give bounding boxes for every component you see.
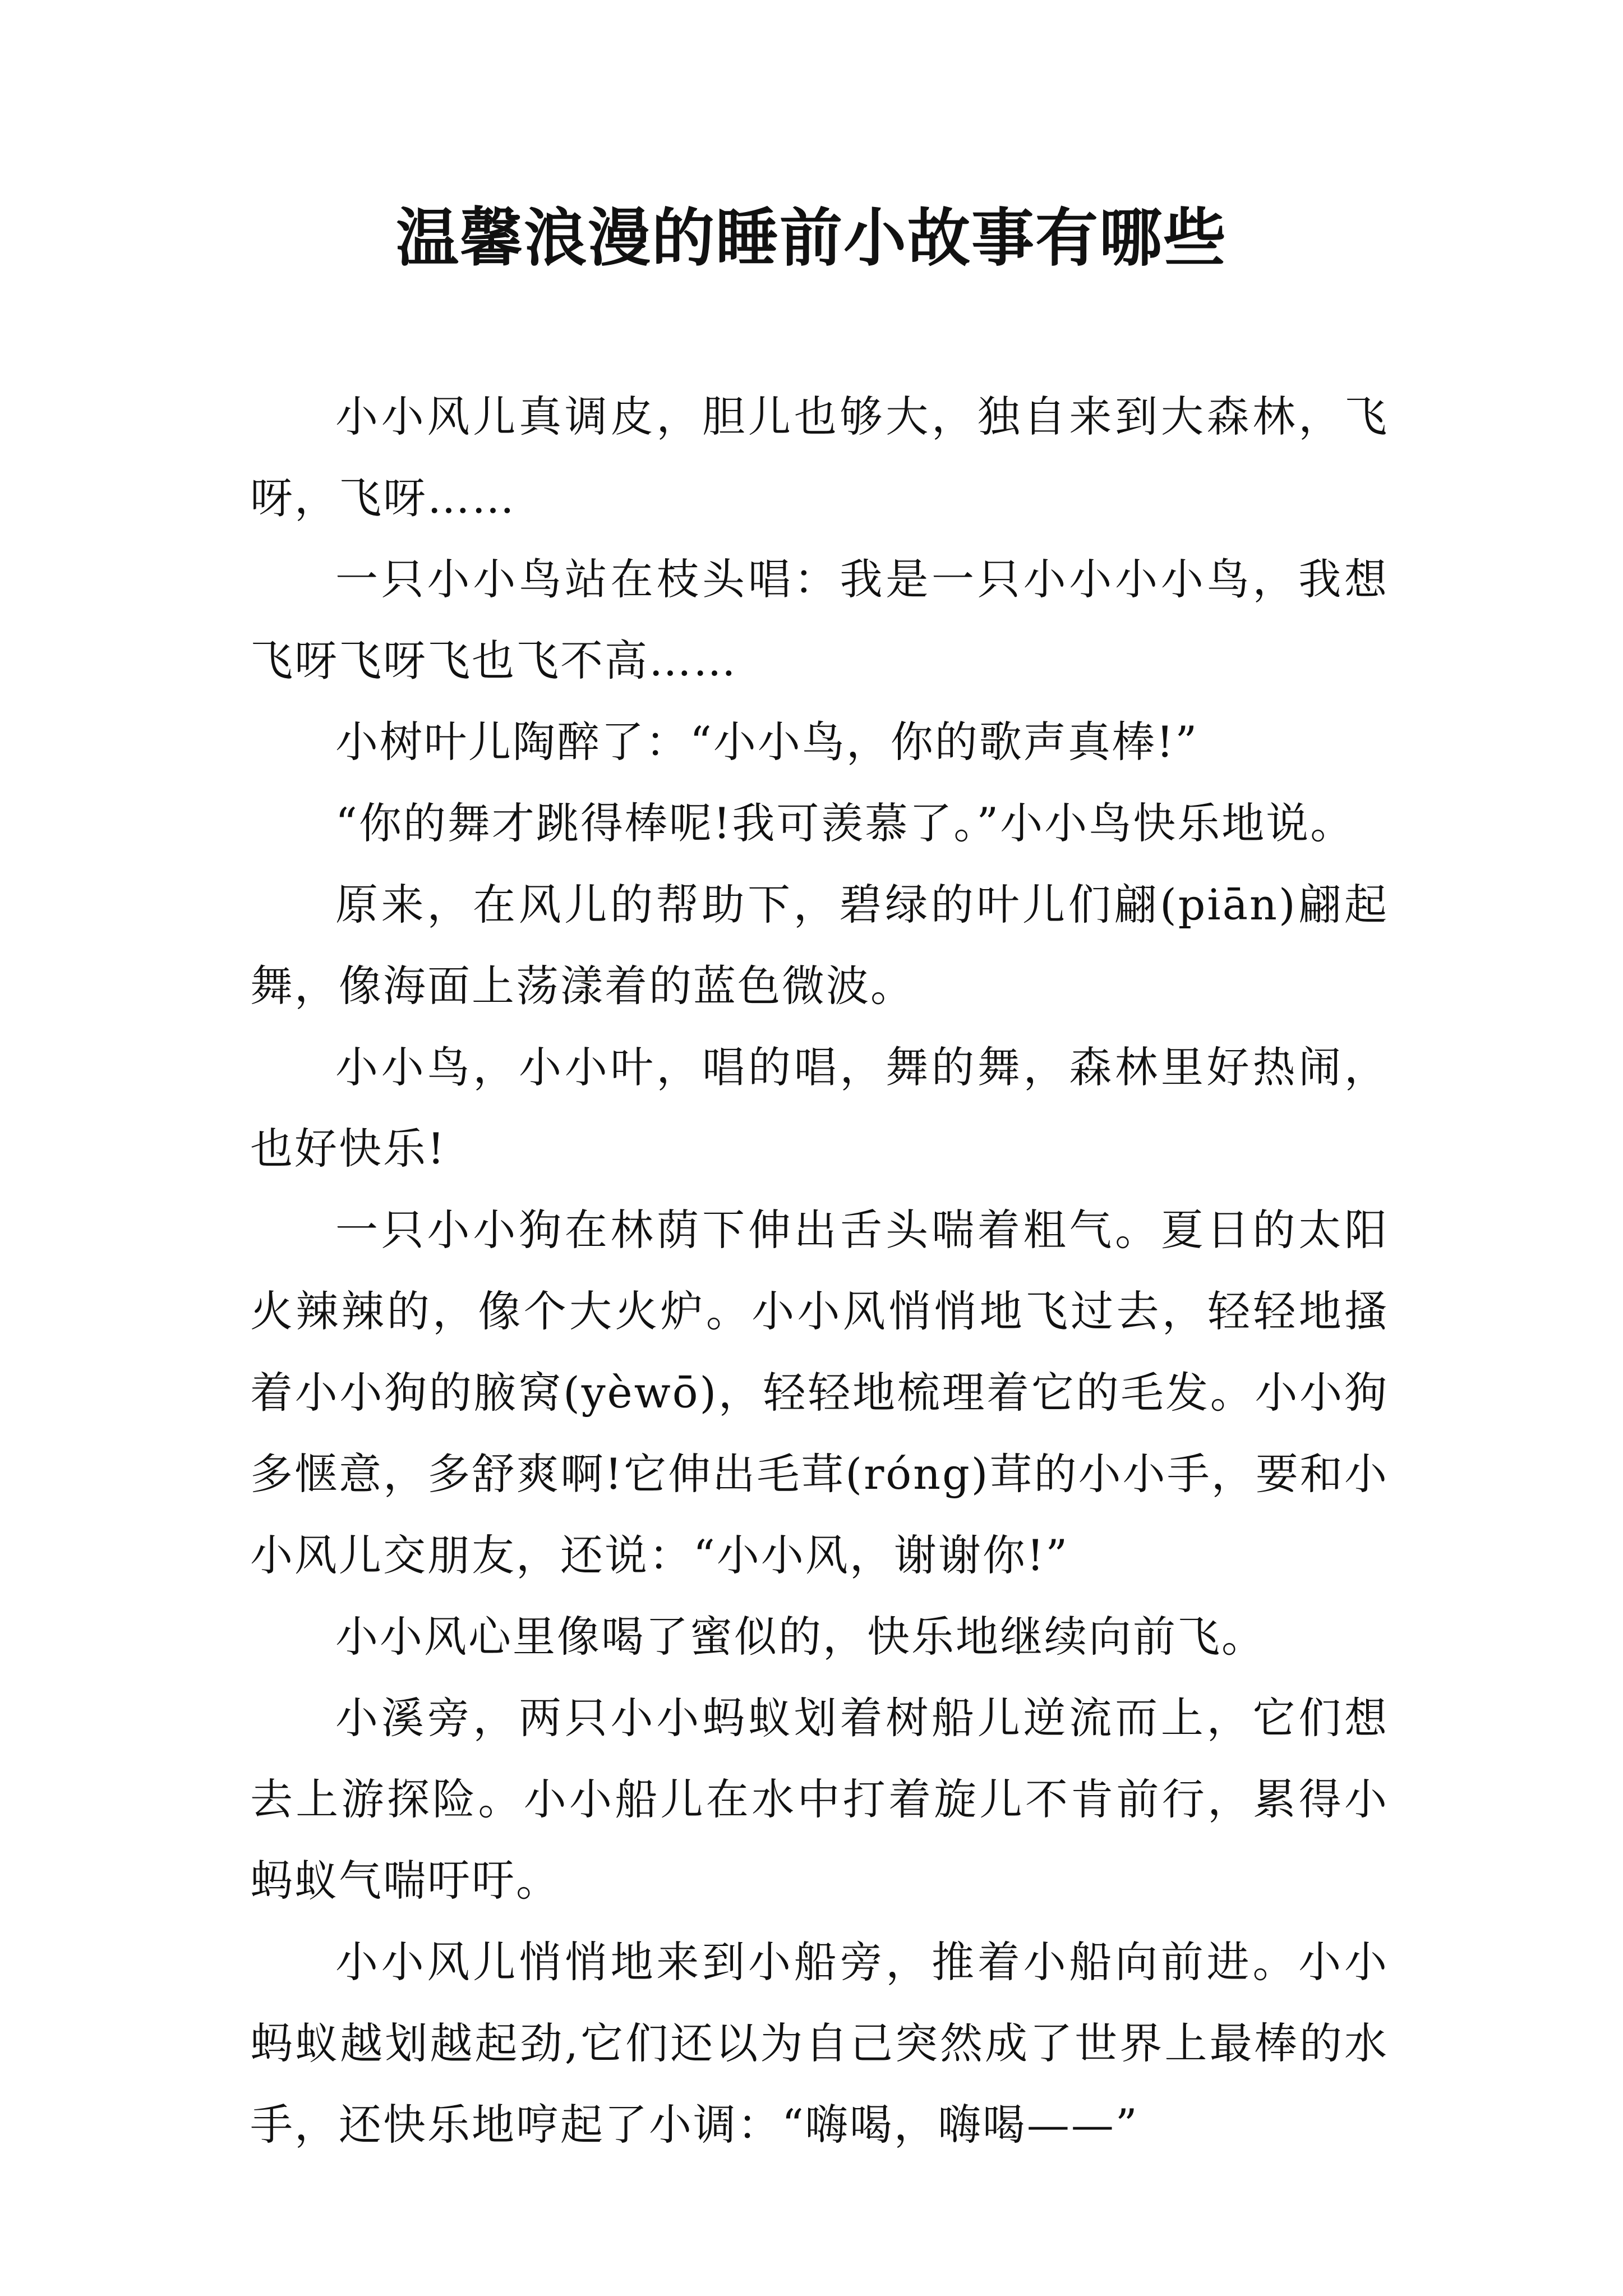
paragraph: 一只小小狗在林荫下伸出舌头喘着粗气。夏日的太阳火辣辣的，像个大火炉。小小风悄悄地飞过去，轻轻地搔着小小狗的腋窝(yèwō)，轻轻地梳理着它的毛发。小小狗多惬意，多舒爽啊!它伸出毛茸(róng)茸的小小手，要和小小风儿交朋友，还说：“小小风，谢谢你!” bbox=[250, 1205, 1389, 1580]
paragraph: 小小风儿悄悄地来到小船旁，推着小船向前进。小小蚂蚁越划越起劲,它们还以为自己突然成了世界上最棒的水手，还快乐地哼起了小调：“嗨喝，嗨喝——” bbox=[250, 1937, 1389, 2150]
paragraph: 小溪旁，两只小小蚂蚁划着树船儿逆流而上，它们想去上游探险。小小船儿在水中打着旋儿不肯前行，累得小蚂蚁气喘吁吁。 bbox=[250, 1693, 1389, 1906]
paragraph: 小小风儿真调皮，胆儿也够大，独自来到大森林，飞呀，飞呀…… bbox=[250, 392, 1389, 523]
document-title: 温馨浪漫的睡前小故事有哪些 bbox=[396, 201, 1227, 275]
paragraph: 小树叶儿陶醉了：“小小鸟，你的歌声真棒!” bbox=[335, 717, 1199, 767]
paragraph: “你的舞才跳得棒呢!我可羡慕了。”小小鸟快乐地说。 bbox=[335, 798, 1355, 848]
document-body bbox=[250, 376, 1389, 2165]
paragraph: 一只小小鸟站在枝头唱：我是一只小小小小鸟，我想飞呀飞呀飞也飞不高…… bbox=[250, 554, 1389, 685]
paragraph: 小小风心里像喝了蜜似的，快乐地继续向前飞。 bbox=[335, 1612, 1266, 1662]
paragraph: 原来，在风儿的帮助下，碧绿的叶儿们翩(piān)翩起舞，像海面上荡漾着的蓝色微波。 bbox=[250, 880, 1389, 1011]
paragraph: 小小鸟，小小叶，唱的唱，舞的舞，森林里好热闹，也好快乐! bbox=[250, 1042, 1389, 1174]
